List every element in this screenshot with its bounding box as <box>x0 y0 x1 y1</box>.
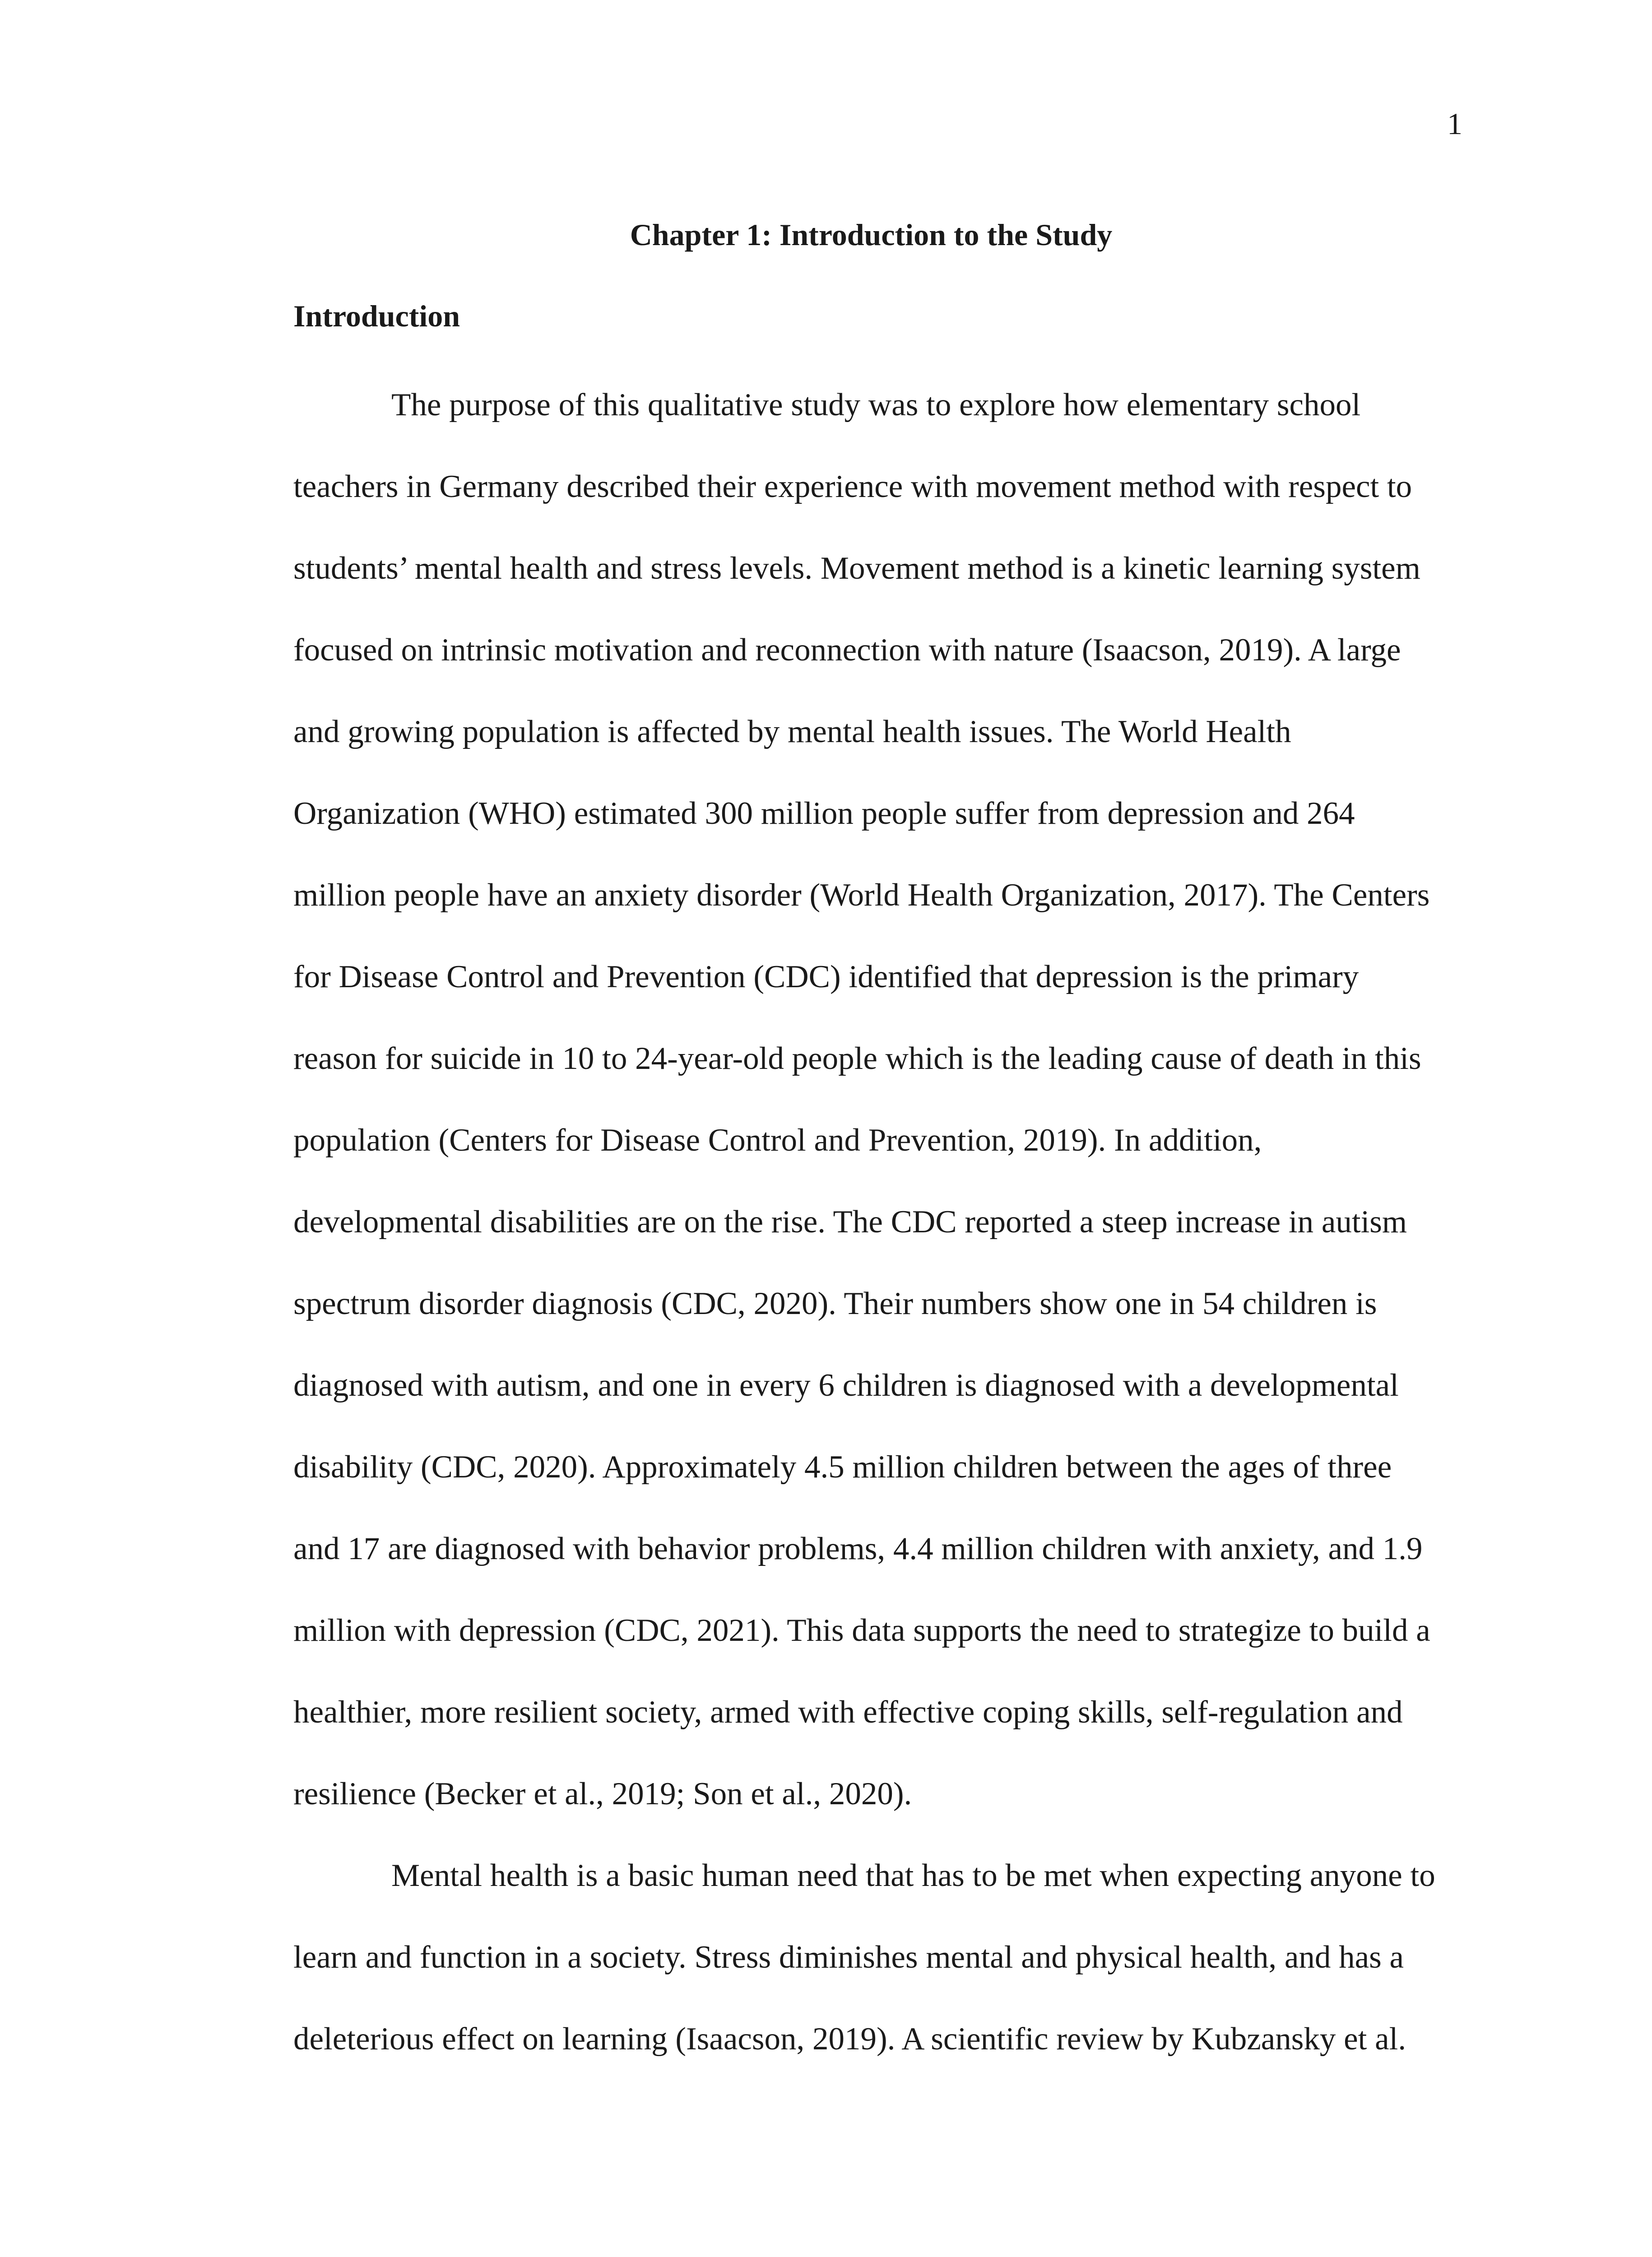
paragraph-1-line: population (Centers for Disease Control and Prevention, 2019). In addition, <box>293 1123 1262 1158</box>
page-number: 1 <box>1447 107 1462 141</box>
paragraph-1-line: Organization (WHO) estimated 300 million people suffer from depression and 264 <box>293 796 1355 831</box>
paragraph-1-line: million with depression (CDC, 2021). This data supports the need to strategize to build a <box>293 1613 1430 1648</box>
paragraph-1-line: and growing population is affected by mental health issues. The World Health <box>293 714 1291 749</box>
paragraph-1-line: resilience (Becker et al., 2019; Son et al., 2020). <box>293 1776 912 1811</box>
paragraph-1-line: reason for suicide in 10 to 24-year-old people which is the leading cause of death in this <box>293 1041 1421 1076</box>
paragraph-2-line: learn and function in a society. Stress diminishes mental and physical health, and has a <box>293 1940 1404 1975</box>
paragraph-1-line: teachers in Germany described their experience with movement method with respect to <box>293 469 1412 504</box>
paragraph-1-line: focused on intrinsic motivation and reconnection with nature (Isaacson, 2019). A large <box>293 632 1401 668</box>
paragraph-1-line: developmental disabilities are on the rise. The CDC reported a steep increase in autism <box>293 1204 1407 1240</box>
paragraph-1-line: and 17 are diagnosed with behavior problems, 4.4 million children with anxiety, and 1.9 <box>293 1531 1423 1566</box>
paragraph-1-line: healthier, more resilient society, armed with effective coping skills, self-regulation and <box>293 1695 1403 1730</box>
paragraph-1-line: diagnosed with autism, and one in every 6 children is diagnosed with a developmental <box>293 1368 1399 1403</box>
paragraph-2-line: deleterious effect on learning (Isaacson, 2019). A scientific review by Kubzansky et al. <box>293 2021 1406 2057</box>
paragraph-1-line: spectrum disorder diagnosis (CDC, 2020). Their numbers show one in 54 children is <box>293 1286 1377 1321</box>
paragraph-2-line: Mental health is a basic human need that has to be met when expecting anyone to <box>391 1858 1435 1893</box>
paragraph-1-line: million people have an anxiety disorder (World Health Organization, 2017). The Centers <box>293 878 1430 913</box>
paragraph-1-line: The purpose of this qualitative study was to explore how elementary school <box>391 387 1361 423</box>
paragraph-1-line: students’ mental health and stress levels. Movement method is a kinetic learning system <box>293 551 1420 586</box>
chapter-title: Chapter 1: Introduction to the Study <box>630 218 1113 252</box>
paragraph-1-line: for Disease Control and Prevention (CDC) identified that depression is the primary <box>293 959 1359 994</box>
section-heading: Introduction <box>293 299 460 333</box>
paragraph-1-line: disability (CDC, 2020). Approximately 4.5 million children between the ages of three <box>293 1449 1392 1485</box>
